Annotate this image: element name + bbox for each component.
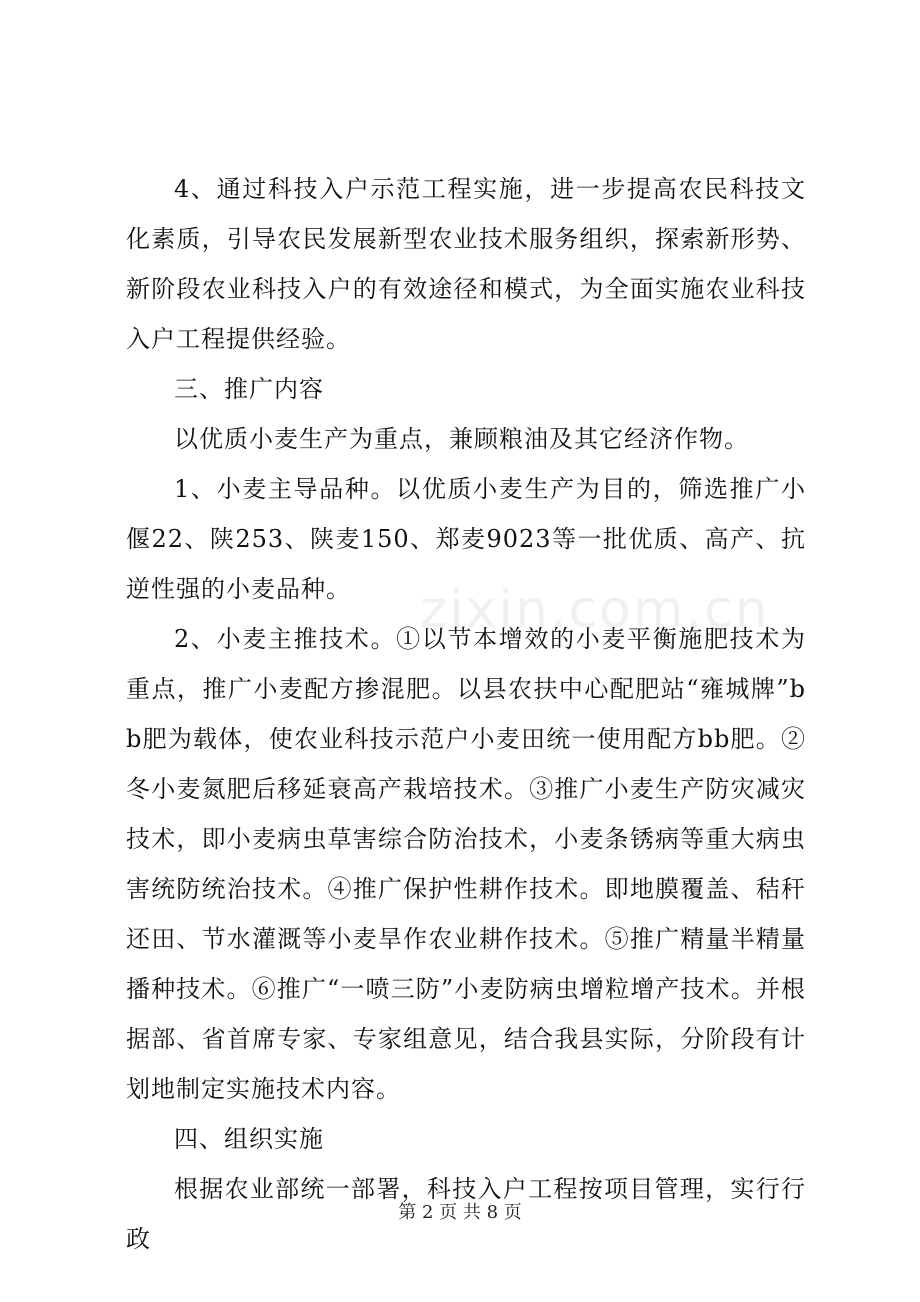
paragraph-goal-4: 4、通过科技入户示范工程实施，进一步提高农民科技文化素质，引导农民发展新型农业技术服务组织，探索新形势、新阶段农业科技入户的有效途径和模式，为全面实施农业科技入户工程提供经验。: [126, 175, 806, 353]
section-heading-organization: 四、组织实施: [174, 1125, 324, 1153]
watermark: zixin.com.cn: [420, 580, 770, 640]
document-body: [126, 164, 806, 1264]
paragraph-wheat-techniques: 2、小麦主推技术。①以节本增效的小麦平衡施肥技术为重点，推广小麦配方掺混肥。以县农扶中心配肥站“雍城牌”bb肥为载体，使农业科技示范户小麦田统一使用配方bb肥。②冬小麦氮肥后移延衰高产栽培技术。③推广小麦生产防灾减灾技术，即小麦病虫草害综合防治技术，小麦条锈病等重大病虫害统防统治技术。④推广保护性耕作技术。即地膜覆盖、秸秆还田、节水灌溉等小麦旱作农业耕作技术。⑤推广精量半精量播种技术。⑥推广“一喷三防”小麦防病虫增粒增产技术。并根据部、省首席专家、专家组意见，结合我县实际，分阶段有计划地制定实施技术内容。: [126, 625, 806, 1103]
section-heading-promotion-content: 三、推广内容: [174, 375, 324, 403]
paragraph-organization: 根据农业部统一部署，科技入户工程按项目管理，实行行政: [126, 1175, 806, 1253]
page-footer: 第 2 页 共 8 页: [398, 1202, 522, 1223]
paragraph-focus: 以优质小麦生产为重点，兼顾粮油及其它经济作物。: [174, 425, 749, 453]
paragraph-wheat-varieties: 1、小麦主导品种。以优质小麦生产为目的，筛选推广小偃22、陕253、陕麦150、郑麦9023等一批优质、高产、抗逆性强的小麦品种。: [126, 475, 806, 603]
